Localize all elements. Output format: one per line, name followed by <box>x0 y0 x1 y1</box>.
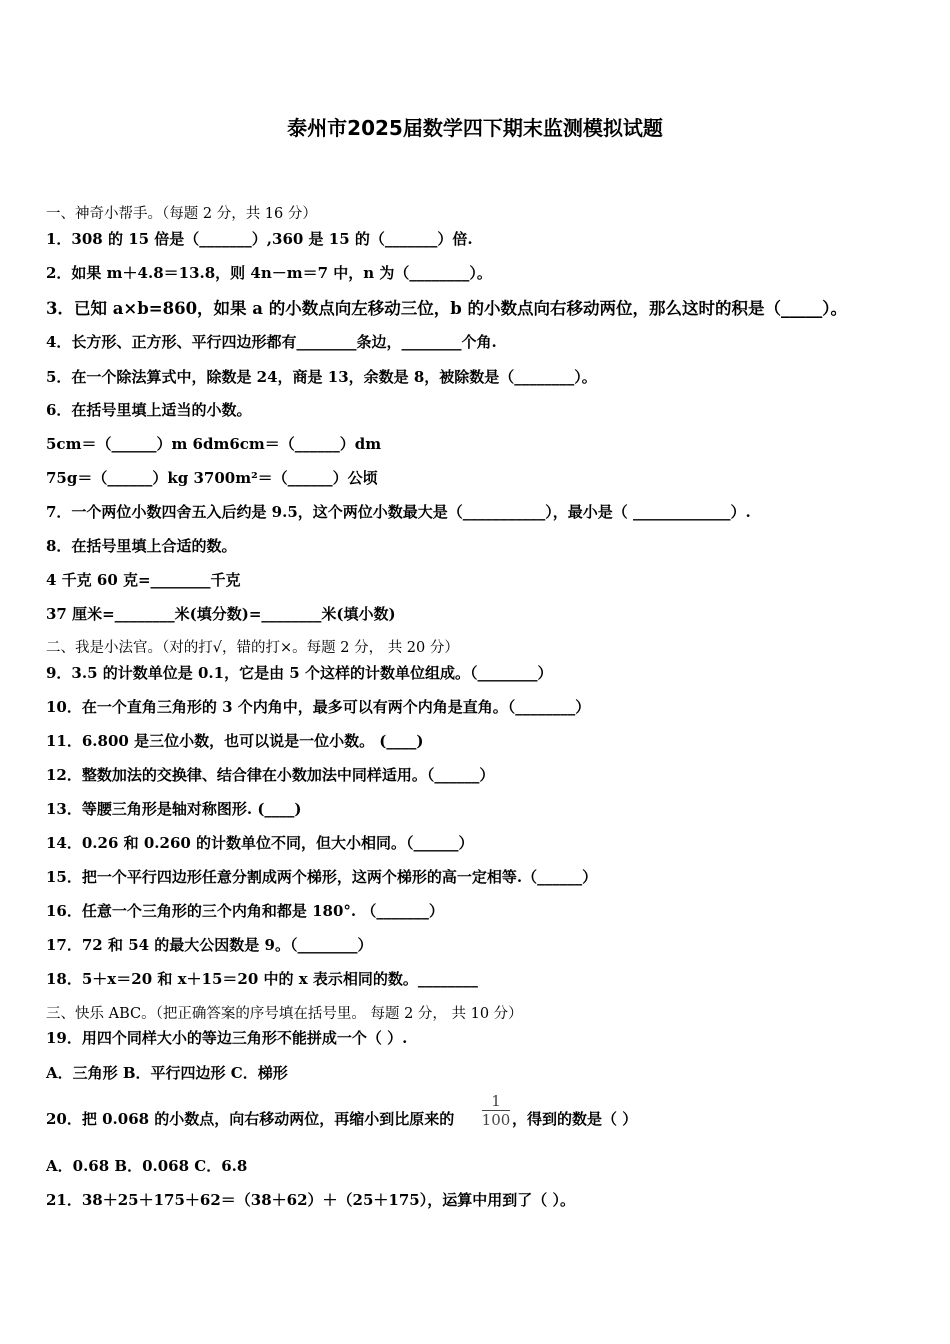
section-1-heading: 一、神奇小帮手。（每题 2 分，共 16 分） <box>46 206 317 222</box>
question-16: 16．任意一个三角形的三个内角和都是 180°. （_______） <box>46 902 444 920</box>
question-17: 17．72 和 54 的最大公因数是 9。（________） <box>46 936 373 954</box>
question-9: 9．3.5 的计数单位是 0.1，它是由 5 个这样的计数单位组成。（________） <box>46 664 553 682</box>
question-8-row-2: 37 厘米=________米(填分数)=________米(填小数) <box>46 605 396 623</box>
question-7: 7．一个两位小数四舍五入后约是 9.5，这个两位小数最大是（___________），最小是（ _____________）. <box>46 503 751 521</box>
question-18: 18．5＋x＝20 和 x＋15＝20 中的 x 表示相同的数。________ <box>46 970 478 988</box>
fraction-one-hundredth <box>481 1092 511 1129</box>
question-19: 19．用四个同样大小的等边三角形不能拼成一个（ ）. <box>46 1029 408 1047</box>
question-20-part-2: ，得到的数是（ ） <box>512 1110 638 1128</box>
question-20-options: A．0.68 B．0.068 C．6.8 <box>46 1157 248 1175</box>
page-title: 泰州市2025届数学四下期末监测模拟试题 <box>287 116 663 140</box>
question-4: 4．长方形、正方形、平行四边形都有________条边，________个角. <box>46 333 497 351</box>
question-2: 2．如果 m＋4.8＝13.8，则 4n－m＝7 中，n 为（________）。 <box>46 264 492 282</box>
question-5: 5．在一个除法算式中，除数是 24，商是 13，余数是 8，被除数是（________）。 <box>46 368 597 386</box>
question-12: 12．整数加法的交换律、结合律在小数加法中同样适用。（______） <box>46 766 495 784</box>
question-13: 13．等腰三角形是轴对称图形. (____) <box>46 800 302 818</box>
fraction-denominator: 100 <box>481 1111 511 1129</box>
question-3: 3．已知 a×b=860，如果 a 的小数点向左移动三位，b 的小数点向右移动两位，那么这时的积是（_____）。 <box>46 299 848 318</box>
question-20-part-1: 20．把 0.068 的小数点，向右移动两位，再缩小到比原来的 <box>46 1110 455 1128</box>
question-10: 10．在一个直角三角形的 3 个内角中，最多可以有两个内角是直角。（________） <box>46 698 591 716</box>
section-3-heading: 三、快乐 ABC。（把正确答案的序号填在括号里。 每题 2 分， 共 10 分） <box>46 1006 523 1022</box>
question-11: 11．6.800 是三位小数，也可以说是一位小数。 (____) <box>46 732 424 750</box>
question-19-options: A．三角形 B．平行四边形 C．梯形 <box>46 1064 288 1082</box>
question-6-row-1: 5cm＝（______）m 6dm6cm＝（______）dm <box>46 435 382 453</box>
question-1: 1．308 的 15 倍是（_______）,360 是 15 的（_______）倍. <box>46 230 473 248</box>
question-15: 15．把一个平行四边形任意分割成两个梯形，这两个梯形的高一定相等.（______） <box>46 868 598 886</box>
section-2-heading: 二、我是小法官。（对的打√，错的打×。每题 2 分， 共 20 分） <box>46 640 459 656</box>
question-6-row-2: 75g＝（______）kg 3700m²＝（______）公顷 <box>46 469 378 487</box>
fraction-numerator: 1 <box>491 1092 501 1110</box>
question-21: 21．38＋25＋175＋62＝（38＋62）＋（25＋175），运算中用到了（ ）。 <box>46 1191 575 1209</box>
question-6: 6．在括号里填上适当的小数。 <box>46 401 252 419</box>
question-8-row-1: 4 千克 60 克=________千克 <box>46 571 241 589</box>
question-14: 14．0.26 和 0.260 的计数单位不同，但大小相同。（______） <box>46 834 474 852</box>
question-8: 8．在括号里填上合适的数。 <box>46 537 237 555</box>
